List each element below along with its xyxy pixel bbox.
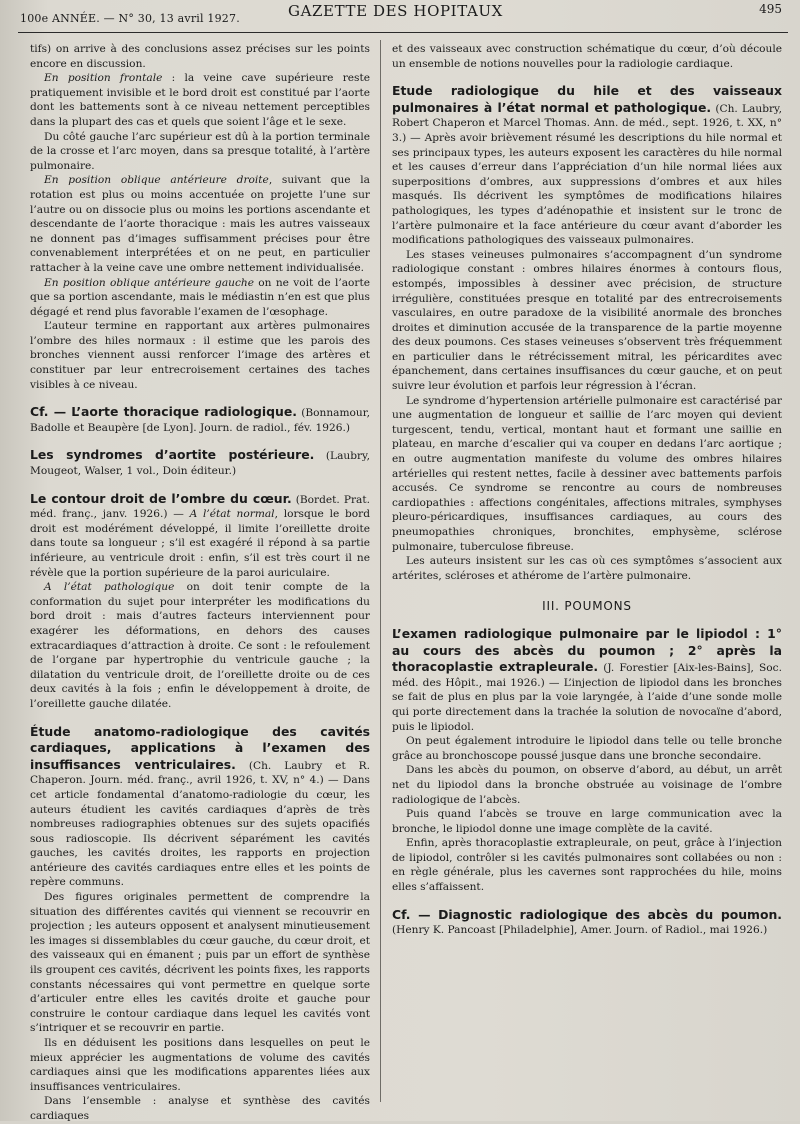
- section-heading: III. POUMONS: [542, 599, 632, 614]
- paragraph: [392, 836, 782, 894]
- paragraph: [30, 1036, 370, 1094]
- paragraph-text: Les auteurs insistent sur les cas où ces symptômes s’associent aux artérites, scléroses et athérome de l’artère pulmonaire.: [392, 555, 782, 582]
- paragraph-text: Le syndrome d’hypertension artérielle pulmonaire est caractérisé par une augmentation de longueur et saillie de l’arc moyen qui devient turgescent, tendu, vertical, montant haut et formant une saillie en plateau, en marche d’escalier qui va couper en dedans l’arc aortique ; en outre augmentation manifeste du volume des ombres hilaires artérielles qui restent nettes, facile à dessiner avec battements parfois accusés. Ce syndrome se rencontre au cours de nombreuses cardiopathies : affections congénitales, affections mitrales, symphyses pleuro-péricardiques, insuffisances cardiaques, au cours des pneumopathies chroniques, bronchites, emphysème, sclérose pulmonaire, tuberculose fibreuse.: [392, 394, 782, 553]
- entry-citation: (Henry K. Pancoast [Philadelphie], Amer. Journ. of Radiol., mai 1926.): [392, 924, 768, 937]
- paragraph-text: On peut également introduire le lipiodol dans telle ou telle bronche grâce au bronchoscope poussé jusque dans une bronche secondaire.: [392, 735, 782, 762]
- paragraph-text: Après avoir brièvement résumé les descriptions du hile normal et ses principaux types, les auteurs exposent les caractères du hile normal et les causes d’erreur dans l’appréciation d’un hile normal liées aux superpositions d’ombres, aux suppressions d’ombres et aux hiles masqués. Ils décrivent les symptômes de modifications hilaires pathologiques, les types d’adénopathie et insistent sur le tronc de l’artère pulmonaire et la face antérieure du cœur avant d’aborder les modifications pathologiques des vaisseaux pulmonaires.: [392, 131, 782, 247]
- paragraph-text: et des vaisseaux avec construction schématique du cœur, d’où découle un ensemble de notions nouvelles pour la radiologie cardiaque.: [392, 43, 782, 70]
- bibliographic-entry: [30, 447, 370, 478]
- paragraph: [392, 42, 782, 71]
- paragraph: [30, 42, 370, 71]
- paragraph: [30, 130, 370, 174]
- paragraph-text: Dans les abcès du poumon, on observe d’abord, au début, un arrêt net du lipiodol dans la bronche obstruée au voisinage de l’ombre radiologique de l’abcès.: [392, 764, 782, 806]
- paragraph-text: L’auteur termine en rapportant aux artères pulmonaires l’ombre des hiles normaux : il estime que les parois des bronches viennent aussi renforcer l’image des artères et constituer par leur entrecroisement certaines des taches visibles à ce niveau.: [30, 320, 370, 391]
- paragraph-text: Enfin, après thoracoplastie extrapleurale, on peut, grâce à l’injection de lipiodol, contrôler si les cavités pulmonaires sont collabées ou non : en règle générale, plus les cavernes sont rapprochées du hile, moins elles s’affaissent.: [392, 837, 782, 894]
- paragraph-text: on doit tenir compte de la conformation du sujet pour interpréter les modifications du bord droit : mais d’autres facteurs interviennent pour exagérer les déformations, en dehors des causes extracardiaques d’attraction à droite. Ce sont : le refoulement de l’organe par hypertrophie du ventricule gauche ; la dilatation du ventricule droit, de l’oreillette droite ou de ces deux cavités à la fois ; enfin le développement à droite, de l’oreillette gauche dilatée.: [30, 581, 370, 710]
- paragraph-text: , suivant que la rotation est plus ou moins accentuée on projette l’une sur l’autre ou on dissocie plus ou moins les portions ascendante et descendante de l’aorte thoracique : mais les autres vaisseaux ne donnent pas d’images suffisamment précises pour être convenablement interprétées et on ne peut, en particulier rattacher à la veine cave une ombre nettement individualisée.: [30, 174, 370, 274]
- italic-lead: A l’état pathologique: [44, 581, 175, 594]
- entry-title: L’examen radiologique pulmonaire par le lipiodol : 1° au cours des abcès du poumon ; 2° après la thoracoplastie extrapleurale.: [392, 625, 782, 675]
- entry-title: Etude radiologique du hile et des vaisseaux pulmonaires à l’état normal et pathologique.: [392, 83, 782, 115]
- paragraph: [392, 554, 782, 583]
- paragraph: [30, 1094, 370, 1123]
- bibliographic-entry: [30, 404, 370, 435]
- entry-citation: (Bonnamour, Badolle et Beaupère [de Lyon]. Journ. de radiol., fév. 1926.): [30, 407, 370, 434]
- paragraph: [392, 248, 782, 394]
- left-column: [30, 42, 371, 1122]
- paragraph: [30, 173, 370, 275]
- paragraph: [30, 276, 370, 320]
- italic-lead: En position frontale: [44, 72, 163, 85]
- entry-citation: (Ch. Laubry et R. Chaperon. Journ. méd. franç., avril 1926, t. XV, n° 4.) —: [30, 759, 370, 787]
- paragraph-text: Puis quand l’abcès se trouve en large communication avec la bronche, le lipiodol donne une image complète de la cavité.: [392, 808, 782, 835]
- paragraph-text: Des figures originales permettent de comprendre la situation des différentes cavités qui viennent se recouvrir en projection ; les auteurs opposent et analysent minutieusement les images si dissemblables du cœur gauche, du cœur droit, et des vaisseaux qui en émanent ; puis par un effort de synthèse ils groupent ces cavités, décrivent les points fixes, les rapports constants nécessaires qui vont permettre en quelque sorte d’articuler entre elles les cavités droite et gauche pour construire le contour cardiaque dans lequel les cavités vont s’intriquer et se recouvrir en partie.: [30, 891, 370, 1035]
- paragraph-text: Dans l’ensemble : analyse et synthèse des cavités cardiaques: [30, 1095, 370, 1122]
- italic-lead: En position oblique antérieure droite: [44, 174, 269, 187]
- paragraph-text: , lorsque le bord droit est modérément développé, il limite l’oreillette droite dans toute sa longueur ; s’il est exagéré il répond à sa partie inférieure, au ventricule droit : enfin, s’il est très court il ne révèle que la portion supérieure de la paroi auriculaire.: [30, 508, 370, 579]
- paragraph-text: Du côté gauche l’arc supérieur est dû à la portion terminale de la crosse et l’arc moyen, dans sa presque totalité, à l’artère pulmonaire.: [30, 130, 370, 172]
- page-number: 495: [759, 2, 782, 16]
- bibliographic-entry: [392, 83, 782, 248]
- paragraph: [30, 890, 370, 1036]
- paragraph-text: Les stases veineuses pulmonaires s’accompagnent d’un syndrome radiologique constant : ombres hilaires énormes à contours flous, estompés, impossibles à dessiner avec précision, de structure irrégulière, constituées presque en totalité par des entrecroisements vasculaires, en outre paradoxe de la visibilité anormale des bronches droites et diminution accusée de la transparence de la partie moyenne des deux poumons. Ces stases veineuses s’observent très fréquemment en particulier dans le rétrécissement mitral, les péricardites avec épanchement, dans certaines insuffisances du cœur gauche, et on peut suivre leur évolution et parfois leur régression à l’écran.: [392, 248, 782, 393]
- column-divider: [380, 40, 381, 1102]
- paragraph-text: tifs) on arrive à des conclusions assez précises sur les points encore en discussion.: [30, 43, 370, 70]
- entry-title: Cf. — Diagnostic radiologique des abcès du poumon.: [392, 906, 782, 922]
- running-header: [18, 2, 788, 33]
- bibliographic-entry: [30, 724, 370, 891]
- entry-citation: (Bordet. Prat. méd. franç., janv. 1926.) —: [30, 493, 371, 521]
- paragraph-text: Ils en déduisent les positions dans lesquelles on peut le mieux apprécier les augmentations de volume des cavités cardiaques ainsi que les modifications apparentes liées aux insuffisances ventriculaires.: [30, 1037, 370, 1093]
- entry-title: Cf. — L’aorte thoracique radiologique.: [30, 404, 297, 420]
- paragraph: [30, 580, 370, 711]
- paragraph-text: L’injection de lipiodol dans les bronches se fait de plus en plus par la voie laryngée, à l’aide d’une sonde molle qui porte directement dans la trachée la solution de novocaïne d’abord, puis le lipiodol.: [392, 676, 782, 733]
- right-column: [392, 42, 782, 1107]
- paragraph: [392, 763, 782, 807]
- paragraph-text: on ne voit de l’aorte que sa portion ascendante, mais le médiastin n’en est que plus dégagé et rend plus favorable l’examen de l’œsophage.: [30, 276, 370, 318]
- bibliographic-entry: [30, 491, 370, 581]
- issue-line: 100e ANNÉE. — N° 30, 13 avril 1927.: [20, 12, 240, 25]
- paragraph: [392, 734, 782, 763]
- journal-title: GAZETTE DES HOPITAUX: [288, 2, 503, 20]
- paragraph: [392, 394, 782, 555]
- entry-title: Les syndromes d’aortite postérieure.: [30, 447, 315, 463]
- paragraph: [392, 807, 782, 836]
- paragraph: [30, 319, 370, 392]
- entry-citation: (Ch. Laubry, Robert Chaperon et Marcel Thomas. Ann. de méd., sept. 1926, t. XX, n° 3.) —: [392, 102, 782, 144]
- bibliographic-entry: [392, 626, 782, 734]
- entry-citation: (Laubry, Mougeot, Walser, 1 vol., Doin éditeur.): [30, 450, 370, 478]
- entry-title: Le contour droit de l’ombre du cœur.: [30, 490, 292, 506]
- italic-lead: En position oblique antérieure gauche: [44, 276, 254, 289]
- entry-title: Étude anatomo-radiologique des cavités cardiaques, applications à l’examen des insuffisances ventriculaires.: [30, 723, 370, 772]
- italic-lead: A l’état normal: [189, 508, 275, 521]
- paragraph-text: Dans cet article fondamental d’anatomo-radiologie du cœur, les auteurs étudient les cavités cardiaques d’après de très nombreuses radiographies obtenues sur des sujets opacifiés sous radioscopie. Ils décrivent séparément les cavités gauches, les cavités droites, les rapports en projection antérieure des cavités cardiaques entre elles et les points de repère communs.: [30, 774, 370, 889]
- bibliographic-entry: [392, 907, 782, 938]
- entry-citation: (J. Forestier [Aix-les-Bains], Soc. méd. des Hôpit., mai 1926.) —: [392, 662, 782, 689]
- paragraph-text: : la veine cave supérieure reste pratiquement invisible et le bord droit est constitué par l’aorte dont les battements sont à ce niveau nettement perceptibles dans la plupart des cas et quels que soient l’âge et le sexe.: [30, 72, 370, 128]
- paragraph: [30, 71, 370, 129]
